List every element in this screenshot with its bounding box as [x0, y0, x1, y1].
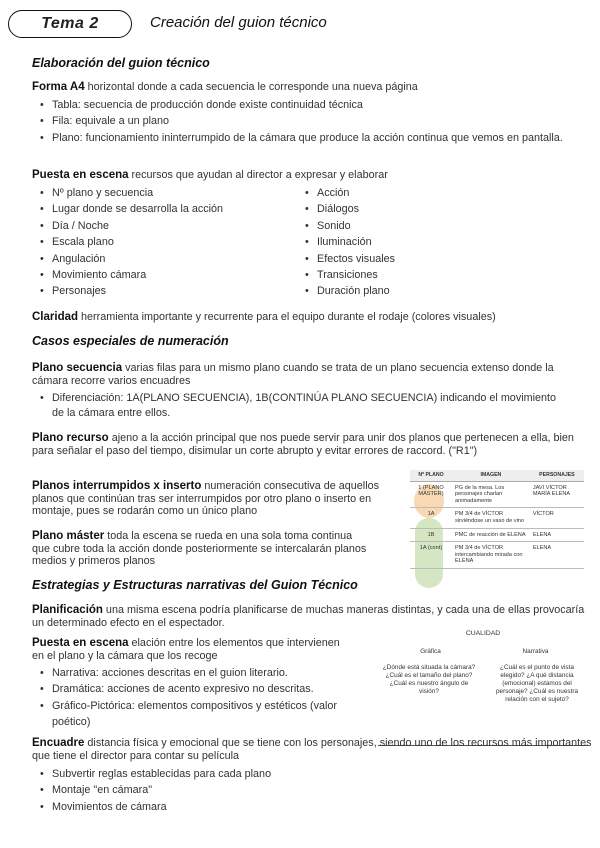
heading-elaboracion: Elaboración del guion técnico: [32, 56, 210, 70]
list-item: • Día / Noche: [35, 218, 295, 234]
heading-casos: Casos especiales de numeración: [32, 334, 229, 348]
table-row: [410, 542, 584, 569]
encuadre-list: [35, 766, 565, 815]
topic-pill: Tema 2: [8, 10, 132, 38]
claridad-keyword: Claridad: [32, 311, 79, 323]
claridad-text: herramienta importante y recurrente para el equipo durante el rodaje (colores visuales): [78, 311, 496, 323]
master-paragraph: [32, 530, 372, 568]
list-item: • Plano: funcionamiento ininterrumpido de la cámara que produce la acción continua que vemos en pantalla.: [35, 130, 565, 146]
list-item: • Movimientos de cámara: [35, 799, 565, 815]
list-item: • Fila: equivale a un plano: [35, 113, 565, 129]
forma-keyword: Forma A4: [32, 81, 85, 93]
forma-text: horizontal donde a cada secuencia le corresponde una nueva página: [84, 81, 418, 93]
list-item: • Personajes: [35, 283, 295, 299]
cualidad-title: CUALIDAD: [465, 630, 501, 637]
column-header: IMAGEN: [452, 470, 530, 481]
list-item: • Iluminación: [300, 234, 560, 250]
forma-list: [35, 97, 565, 146]
recurso-keyword: Plano recurso: [32, 432, 109, 444]
cualidad-diagram: [378, 628, 588, 748]
list-item: • Tabla: secuencia de producción donde existe continuidad técnica: [35, 97, 565, 113]
list-item: • Transiciones: [300, 267, 560, 283]
table-row: [410, 481, 584, 508]
recurso-text: ajeno a la acción principal que nos puede servir para unir dos planos que pertenecen a ella, bien para señalar el paso del tiempo, disimular un corte abrupto y evitar errores de raccord. ("R1"): [32, 432, 574, 457]
secuencia-list: [35, 391, 565, 421]
cell-plano: 1A (cont): [410, 542, 452, 569]
planificacion-paragraph: [32, 604, 592, 629]
puesta-list-col2: [300, 185, 560, 300]
cell-imagen: PMC de reacción de ELENA: [452, 528, 530, 542]
list-item: • Subvertir reglas establecidas para cada plano: [35, 766, 565, 782]
list-item: • Angulación: [35, 251, 295, 267]
reference-table: [410, 470, 586, 569]
secuencia-keyword: Plano secuencia: [32, 362, 123, 374]
list-item: • Diferenciación: 1A(PLANO SECUENCIA), 1B(CONTINÚA PLANO SECUENCIA) indicando el movimiento de la cámara entre ellos.: [35, 391, 565, 421]
cell-personajes: VÍCTOR: [530, 508, 584, 528]
secuencia-text: varias filas para un mismo plano cuando se trata de un plano secuencia extenso donde la cámara recorre varios encuadres: [32, 362, 554, 387]
heading-estrategias: Estrategias y Estructuras narrativas del Guion Técnico: [32, 578, 358, 592]
planificacion-text: una misma escena podría planificarse de muchas maneras distintas, y cada una de ellas provocaría un determinado efecto en el espectador.: [32, 604, 585, 629]
cell-personajes: ELENA: [530, 542, 584, 569]
puesta-text: recursos que ayudan al director a expresar y elaborar: [128, 169, 388, 181]
cualidad-grafica-header: Gráfica: [420, 648, 441, 655]
puesta2-paragraph: [32, 637, 352, 662]
puesta-list-col1: [35, 185, 295, 300]
puesta2-text: elación entre los elementos que intervienen en el plano y la cámara que los recoge: [32, 637, 340, 662]
puesta2-list: [35, 665, 365, 731]
table-row: [410, 508, 584, 528]
list-item: • Nº plano y secuencia: [35, 185, 295, 201]
list-item: • Diálogos: [300, 201, 560, 217]
column-header: Nº PLANO: [410, 470, 452, 481]
cell-personajes: JAVI VÍCTOR MARÍA ELENA: [530, 481, 584, 508]
cell-imagen: PM 3/4 de VÍCTOR sirviéndose un vaso de vino: [452, 508, 530, 528]
interrumpidos-text: numeración consecutiva de aquellos planos que continúan tras ser interrumpidos por otro plano o inserto en montaje, pues se rodarán como un único plano: [32, 480, 380, 517]
cell-imagen: PG de la mesa. Los personajes charlan animadamente: [452, 481, 530, 508]
interrumpidos-paragraph: [32, 480, 392, 518]
list-item: • Duración plano: [300, 283, 560, 299]
column-header: PERSONAJES: [530, 470, 584, 481]
list-item: • Gráfico-Pictórica: elementos compositivos y estéticos (valor poético): [35, 698, 365, 731]
forma-paragraph: [32, 80, 592, 94]
cell-imagen: PM 3/4 de VÍCTOR intercambiando mirada con ELENA: [452, 542, 530, 569]
encuadre-keyword: Encuadre: [32, 737, 85, 749]
secuencia-paragraph: [32, 362, 592, 387]
list-item: • Montaje "en cámara": [35, 782, 565, 798]
cell-personajes: ELENA: [530, 528, 584, 542]
encuadre-text: distancia física y emocional que se tiene con los personajes, siendo uno de los recursos más importantes que tiene el director para contar su película: [32, 737, 592, 762]
interrumpidos-keyword: Planos interrumpidos x inserto: [32, 480, 202, 492]
list-item: • Efectos visuales: [300, 251, 560, 267]
cualidad-narrativa-header: Narrativa: [522, 648, 549, 655]
planificacion-keyword: Planificación: [32, 604, 103, 616]
list-item: • Acción: [300, 185, 560, 201]
cell-plano: 1B: [410, 528, 452, 542]
puesta2-keyword: Puesta en escena: [32, 637, 129, 649]
table-header-row: [410, 470, 584, 481]
puesta-keyword: Puesta en escena: [32, 169, 129, 181]
list-item: • Sonido: [300, 218, 560, 234]
list-item: • Movimiento cámara: [35, 267, 295, 283]
puesta-paragraph: [32, 168, 592, 182]
master-keyword: Plano máster: [32, 530, 105, 542]
list-item: • Narrativa: acciones descritas en el guion literario.: [35, 665, 365, 681]
list-item: • Dramática: acciones de acento expresivo no descritas.: [35, 681, 365, 697]
list-item: • Lugar donde se desarrolla la acción: [35, 201, 295, 217]
cell-plano: 1 (PLANO MÁSTER): [410, 481, 452, 508]
claridad-paragraph: [32, 310, 597, 324]
page-title: Creación del guion técnico: [150, 14, 327, 31]
cualidad-narrativa-text: ¿Cuál es el punto de vista elegido? ¿A qué distancia (emocional) estamos del personaje? ¿Cuál es nuestra relación con el sujeto?: [495, 664, 579, 703]
encuadre-paragraph: [32, 737, 592, 762]
list-item: • Escala plano: [35, 234, 295, 250]
cell-plano: 1A: [410, 508, 452, 528]
recurso-paragraph: [32, 432, 592, 457]
master-text: toda la escena se rueda en una sola toma continua que cubre toda la acción donde posteriormente se intercalarán planos medios y primeros planos: [32, 530, 367, 567]
cualidad-grafica-text: ¿Dónde está situada la cámara? ¿Cuál es el tamaño del plano? ¿Cuál es nuestro ángulo de visión?: [382, 664, 476, 695]
table-row: [410, 528, 584, 542]
